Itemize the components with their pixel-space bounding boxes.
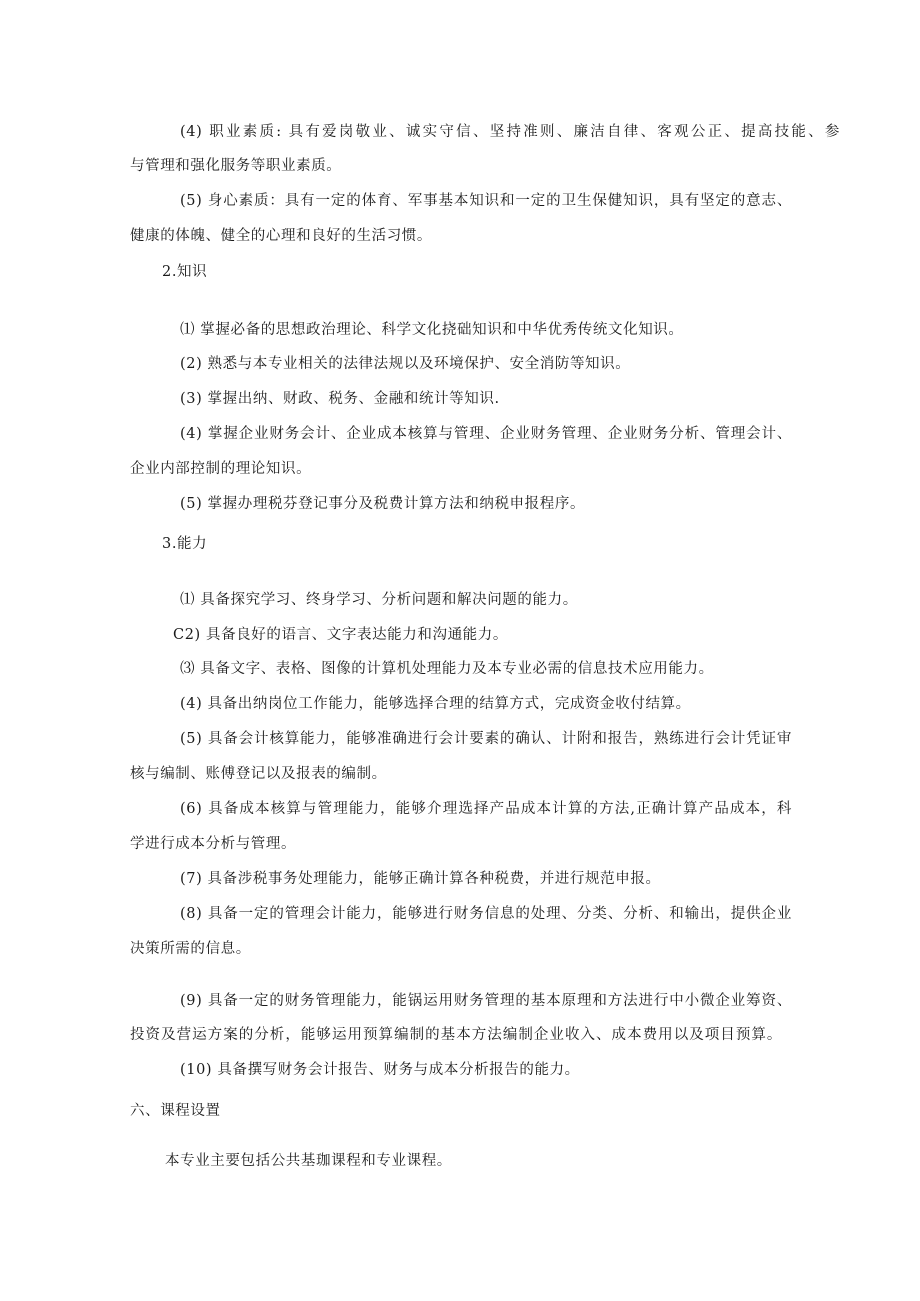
text-line: ⑴ 具备探究学习、终身学习、分析问题和解决问题的能力。: [180, 592, 578, 608]
text-line: (2) 熟悉与本专业相关的法律法规以及环境保护、安全消防等知识。: [180, 356, 631, 372]
text-line: (10) 具备撰写财务会计报告、财务与成本分析报告的能力。: [180, 1062, 580, 1078]
text-line: (5) 掌握办理税芬登记事分及税费计算方法和纳税申报程序。: [180, 496, 586, 512]
text-line: ⑶ 具备文字、表格、图像的计算机处理能力及本专业必需的信息技术应用能力。: [180, 661, 714, 677]
text-line: (4) 掌握企业财务会计、企业成本核算与管理、企业财务管理、企业财务分析、管理会计、: [180, 426, 792, 442]
text-line: 核与编制、账傅登记以及报表的编制。: [130, 766, 387, 782]
text-line: (5) 身心素质：具有一定的体育、军事基本知识和一定的卫生保健知识，具有坚定的意志、: [180, 193, 792, 209]
text-line: (5) 具备会计核算能力，能够准确进行会计要素的确认、计附和报告，熟练进行会计凭证审: [180, 731, 792, 747]
text-line: C2) 具备良好的语言、文字表达能力和沟通能力。: [173, 627, 508, 643]
text-line: (6) 具备成本核算与管理能力，能够介理选择产品成本计算的方法,正确计算产品成本，科: [180, 801, 792, 817]
text-line: 决策所需的信息。: [130, 941, 251, 957]
text-line: (8) 具备一定的管理会计能力，能够进行财务信息的处理、分类、分析、和输出，提供企业: [180, 906, 792, 922]
section-heading: 3.能力: [162, 536, 208, 552]
text-line: 与管理和强化服务等职业素质。: [130, 158, 342, 174]
text-line: 健康的体魄、健全的心理和良好的生活习惯。: [130, 228, 432, 244]
chapter-heading: 六、课程设置: [130, 1103, 221, 1119]
section-heading: 2.知识: [162, 264, 208, 280]
text-line: 学进行成本分析与管理。: [130, 836, 297, 852]
text-line: 投资及营运方案的分析，能够运用预算编制的基本方法编制企业收入、成本费用以及项目预算。: [130, 1027, 782, 1043]
text-line: (4) 职业素质: 具有爱岗敬业、诚实守信、坚持准则、廉洁自律、客观公正、提高技能、参: [180, 124, 840, 140]
text-line: (3) 掌握出纳、财政、税务、金融和统计等知识.: [180, 391, 500, 407]
text-line: 本专业主要包括公共基珈课程和专业课程。: [165, 1153, 452, 1169]
text-line: 企业内部控制的理论知识。: [130, 461, 312, 477]
text-line: ⑴ 掌握必备的思想政治理论、科学文化挠础知识和中华优秀传统文化知识。: [180, 322, 684, 338]
text-line: (7) 具备涉税事务处理能力，能够正确计算各种税费，并进行规范申报。: [180, 871, 661, 887]
text-line: (4) 具备出纳岗位工作能力，能够选择合理的结算方式，完成资金收付结算。: [180, 696, 691, 712]
text-line: (9) 具备一定的财务管理能力，能锅运用财务管理的基本原理和方法进行中小微企业筹资、: [180, 993, 792, 1009]
